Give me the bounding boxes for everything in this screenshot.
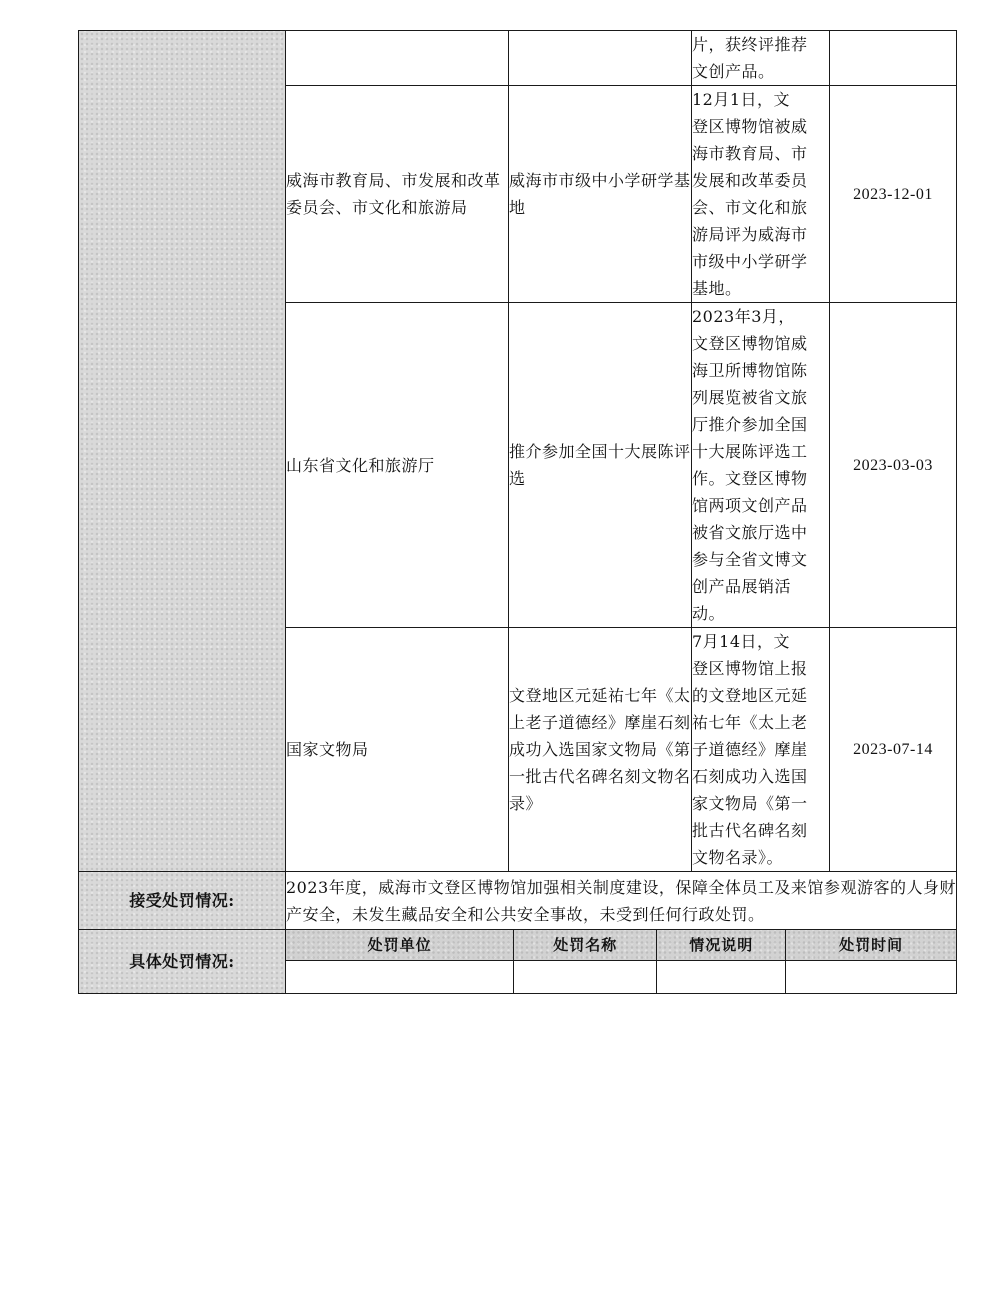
penalty-details-row (79, 930, 957, 994)
penalty-header-unit: 处罚单位 (286, 930, 514, 961)
honor-date: 2023-07-14 (830, 628, 957, 872)
penalty-header-description: 情况说明 (657, 930, 786, 961)
penalty-received-label: 接受处罚情况: (79, 872, 286, 930)
penalty-cell-description (657, 961, 786, 994)
honor-date: 2023-12-01 (830, 86, 957, 303)
honor-description: 7月14日，文 登区博物馆上报 的文登地区元延 祐七年《太上老 子道德经》摩崖 石刻成功入选国 家文物局《第一 批古代名碑名刻 文物名录》。 (692, 628, 830, 872)
penalty-header-time: 处罚时间 (786, 930, 956, 961)
honor-title (509, 31, 692, 86)
penalty-details-label: 具体处罚情况: (79, 930, 286, 994)
penalty-header-row (286, 930, 956, 961)
honor-description: 2023年3月， 文登区博物馆威 海卫所博物馆陈 列展览被省文旅 厅推介参加全国 十大展陈评选工 作。文登区博物 馆两项文创产品 被省文旅厅选中 参与全省文博文 创产品展销活 动。 (692, 303, 830, 628)
honor-description: 片，获终评推荐 文创产品。 (692, 31, 830, 86)
penalty-details-table (286, 930, 956, 993)
honor-date (830, 31, 957, 86)
section-label-cell (79, 31, 286, 872)
penalty-cell-unit (286, 961, 514, 994)
honor-unit: 山东省文化和旅游厅 (286, 303, 509, 628)
penalty-data-row (286, 961, 956, 994)
honor-description: 12月1日，文 登区博物馆被威 海市教育局、市 发展和改革委员 会、市文化和旅 游局评为威海市 市级中小学研学 基地。 (692, 86, 830, 303)
penalty-cell-name (514, 961, 657, 994)
honor-unit: 国家文物局 (286, 628, 509, 872)
penalty-cell-time (786, 961, 956, 994)
honor-unit: 威海市教育局、市发展和改革委员会、市文化和旅游局 (286, 86, 509, 303)
honor-date: 2023-03-03 (830, 303, 957, 628)
honor-unit (286, 31, 509, 86)
report-table (78, 30, 957, 994)
honor-title: 推介参加全国十大展陈评选 (509, 303, 692, 628)
penalty-details-container (286, 930, 957, 994)
penalty-received-text: 2023年度，威海市文登区博物馆加强相关制度建设，保障全体员工及来馆参观游客的人身财产安全，未发生藏品安全和公共安全事故，未受到任何行政处罚。 (286, 872, 957, 930)
penalty-header-name: 处罚名称 (514, 930, 657, 961)
honor-title: 威海市市级中小学研学基地 (509, 86, 692, 303)
penalty-received-row (79, 872, 957, 930)
honor-title: 文登地区元延祐七年《太上老子道德经》摩崖石刻成功入选国家文物局《第一批古代名碑名刻文物名录》 (509, 628, 692, 872)
honor-row (79, 31, 957, 86)
